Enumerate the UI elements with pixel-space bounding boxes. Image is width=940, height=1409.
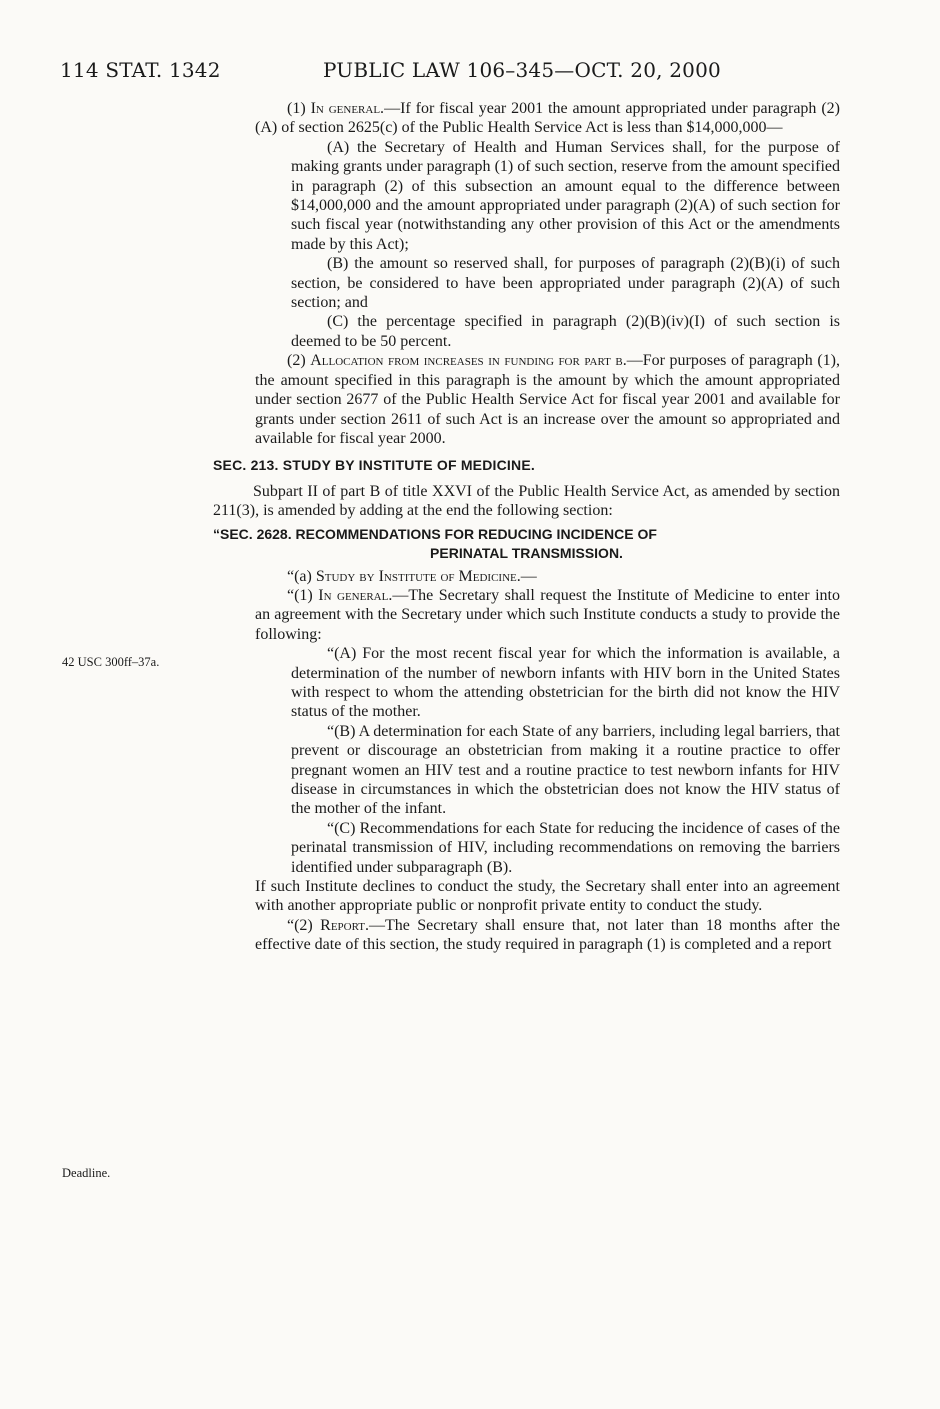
section-2628-heading xyxy=(213,525,840,563)
study-item-a: “(A) For the most recent fiscal year for which the information is available, a determination of the number of newborn infants with HIV born in the United States with respect to whom the attending obstetrician for the birth did not know the HIV status of the mother. xyxy=(291,645,840,721)
paragraph-2-heading: Allocation from increases in funding for part b. xyxy=(310,352,627,370)
paragraph-1-heading: In general. xyxy=(310,100,385,117)
subsection-a1-text: —The Secretary shall request the Institute of Medicine to enter into an agreement with the Secretary under which such Institute conducts a study to provide the following: xyxy=(255,586,840,643)
section-2628-heading-line1: “SEC. 2628. RECOMMENDATIONS FOR REDUCING INCIDENCE OF xyxy=(213,525,657,542)
subsection-a2-heading: Report. xyxy=(320,916,370,934)
subsection-a2-label: “(2) xyxy=(287,916,321,934)
page-header xyxy=(60,58,880,92)
subsection-a1-label: “(1) xyxy=(287,586,319,604)
subsection-a-heading: Study by Institute of Medicine. xyxy=(315,567,521,585)
subsection-a1 xyxy=(255,586,840,644)
paragraph-1 xyxy=(255,99,840,138)
flush-text: If such Institute declines to conduct the study, the Secretary shall enter into an agreement with another appropriate public or nonprofit private entity to conduct the study. xyxy=(255,878,840,915)
subparagraph-a: (A) the Secretary of Health and Human Services shall, for the purpose of making grants under paragraph (1) of such section, reserve from the amount specified in paragraph (2) of this subsection an amount equal to the difference between $14,000,000 and the amount appropriated under paragraph (2)(A) of such section for such fiscal year (notwithstanding any other provision of this Act or the amendments made by this Act); xyxy=(291,138,840,253)
paragraph-1-label: (1) xyxy=(287,100,311,117)
subsection-a-dash: — xyxy=(520,567,537,585)
paragraph-2-label: (2) xyxy=(287,352,311,370)
section-213-heading: SEC. 213. STUDY BY INSTITUTE OF MEDICINE. xyxy=(213,457,535,474)
margin-note-usc: 42 USC 300ff–37a. xyxy=(62,655,160,669)
public-law-reference: PUBLIC LAW 106–345—OCT. 20, 2000 xyxy=(323,58,721,82)
stat-reference: 114 STAT. 1342 xyxy=(60,58,221,82)
subsection-a2-text: —The Secretary shall ensure that, not later than 18 months after the effective date of this section, the study required in paragraph (1) is completed and a report xyxy=(255,916,840,954)
subsection-a2 xyxy=(255,916,840,955)
subsection-a-label: “(a) xyxy=(287,567,316,585)
paragraph-2-text: —For purposes of paragraph (1), the amount specified in this paragraph is the amount by which the amount appropriated under section 2677 of the Public Health Service Act for fiscal year 2001 and available for grants under section 2611 of such Act is an increase over the amount so appropriated and available for fiscal year 2000. xyxy=(255,352,841,447)
study-item-b: “(B) A determination for each State of any barriers, including legal barriers, that prevent or discourage an obstetrician from making it a routine practice to offer pregnant women an HIV test and a routine practice to test newborn infants for HIV disease in circumstances in which the obstetrician does not know the HIV status of the mother of the infant. xyxy=(291,722,840,818)
paragraph-2 xyxy=(255,351,840,448)
subsection-a xyxy=(255,567,840,586)
subsection-a1-heading: In general. xyxy=(318,586,393,604)
margin-note-deadline: Deadline. xyxy=(62,1166,111,1180)
subparagraph-b: (B) the amount so reserved shall, for purposes of paragraph (2)(B)(i) of such section, be considered to have been appropriated under paragraph (2)(A) of such section; and xyxy=(291,255,840,312)
section-2628-heading-line2: PERINATAL TRANSMISSION. xyxy=(430,544,623,561)
body-text xyxy=(213,99,840,955)
subparagraph-c: (C) the percentage specified in paragraph (2)(B)(iv)(I) of such section is deemed to be 50 percent. xyxy=(291,313,840,350)
section-213-body: Subpart II of part B of title XXVI of the Public Health Service Act, as amended by section 211(3), is amended by adding at the end the following section: xyxy=(213,482,840,520)
paragraph-1-text: —If for fiscal year 2001 the amount appropriated under paragraph (2)(A) of section 2625(c) of the Public Health Service Act is less than $14,000,000— xyxy=(255,100,840,137)
study-item-c: “(C) Recommendations for each State for reducing the incidence of cases of the perinatal transmission of HIV, including recommendations on removing the barriers identified under subparagraph (B). xyxy=(291,819,840,876)
